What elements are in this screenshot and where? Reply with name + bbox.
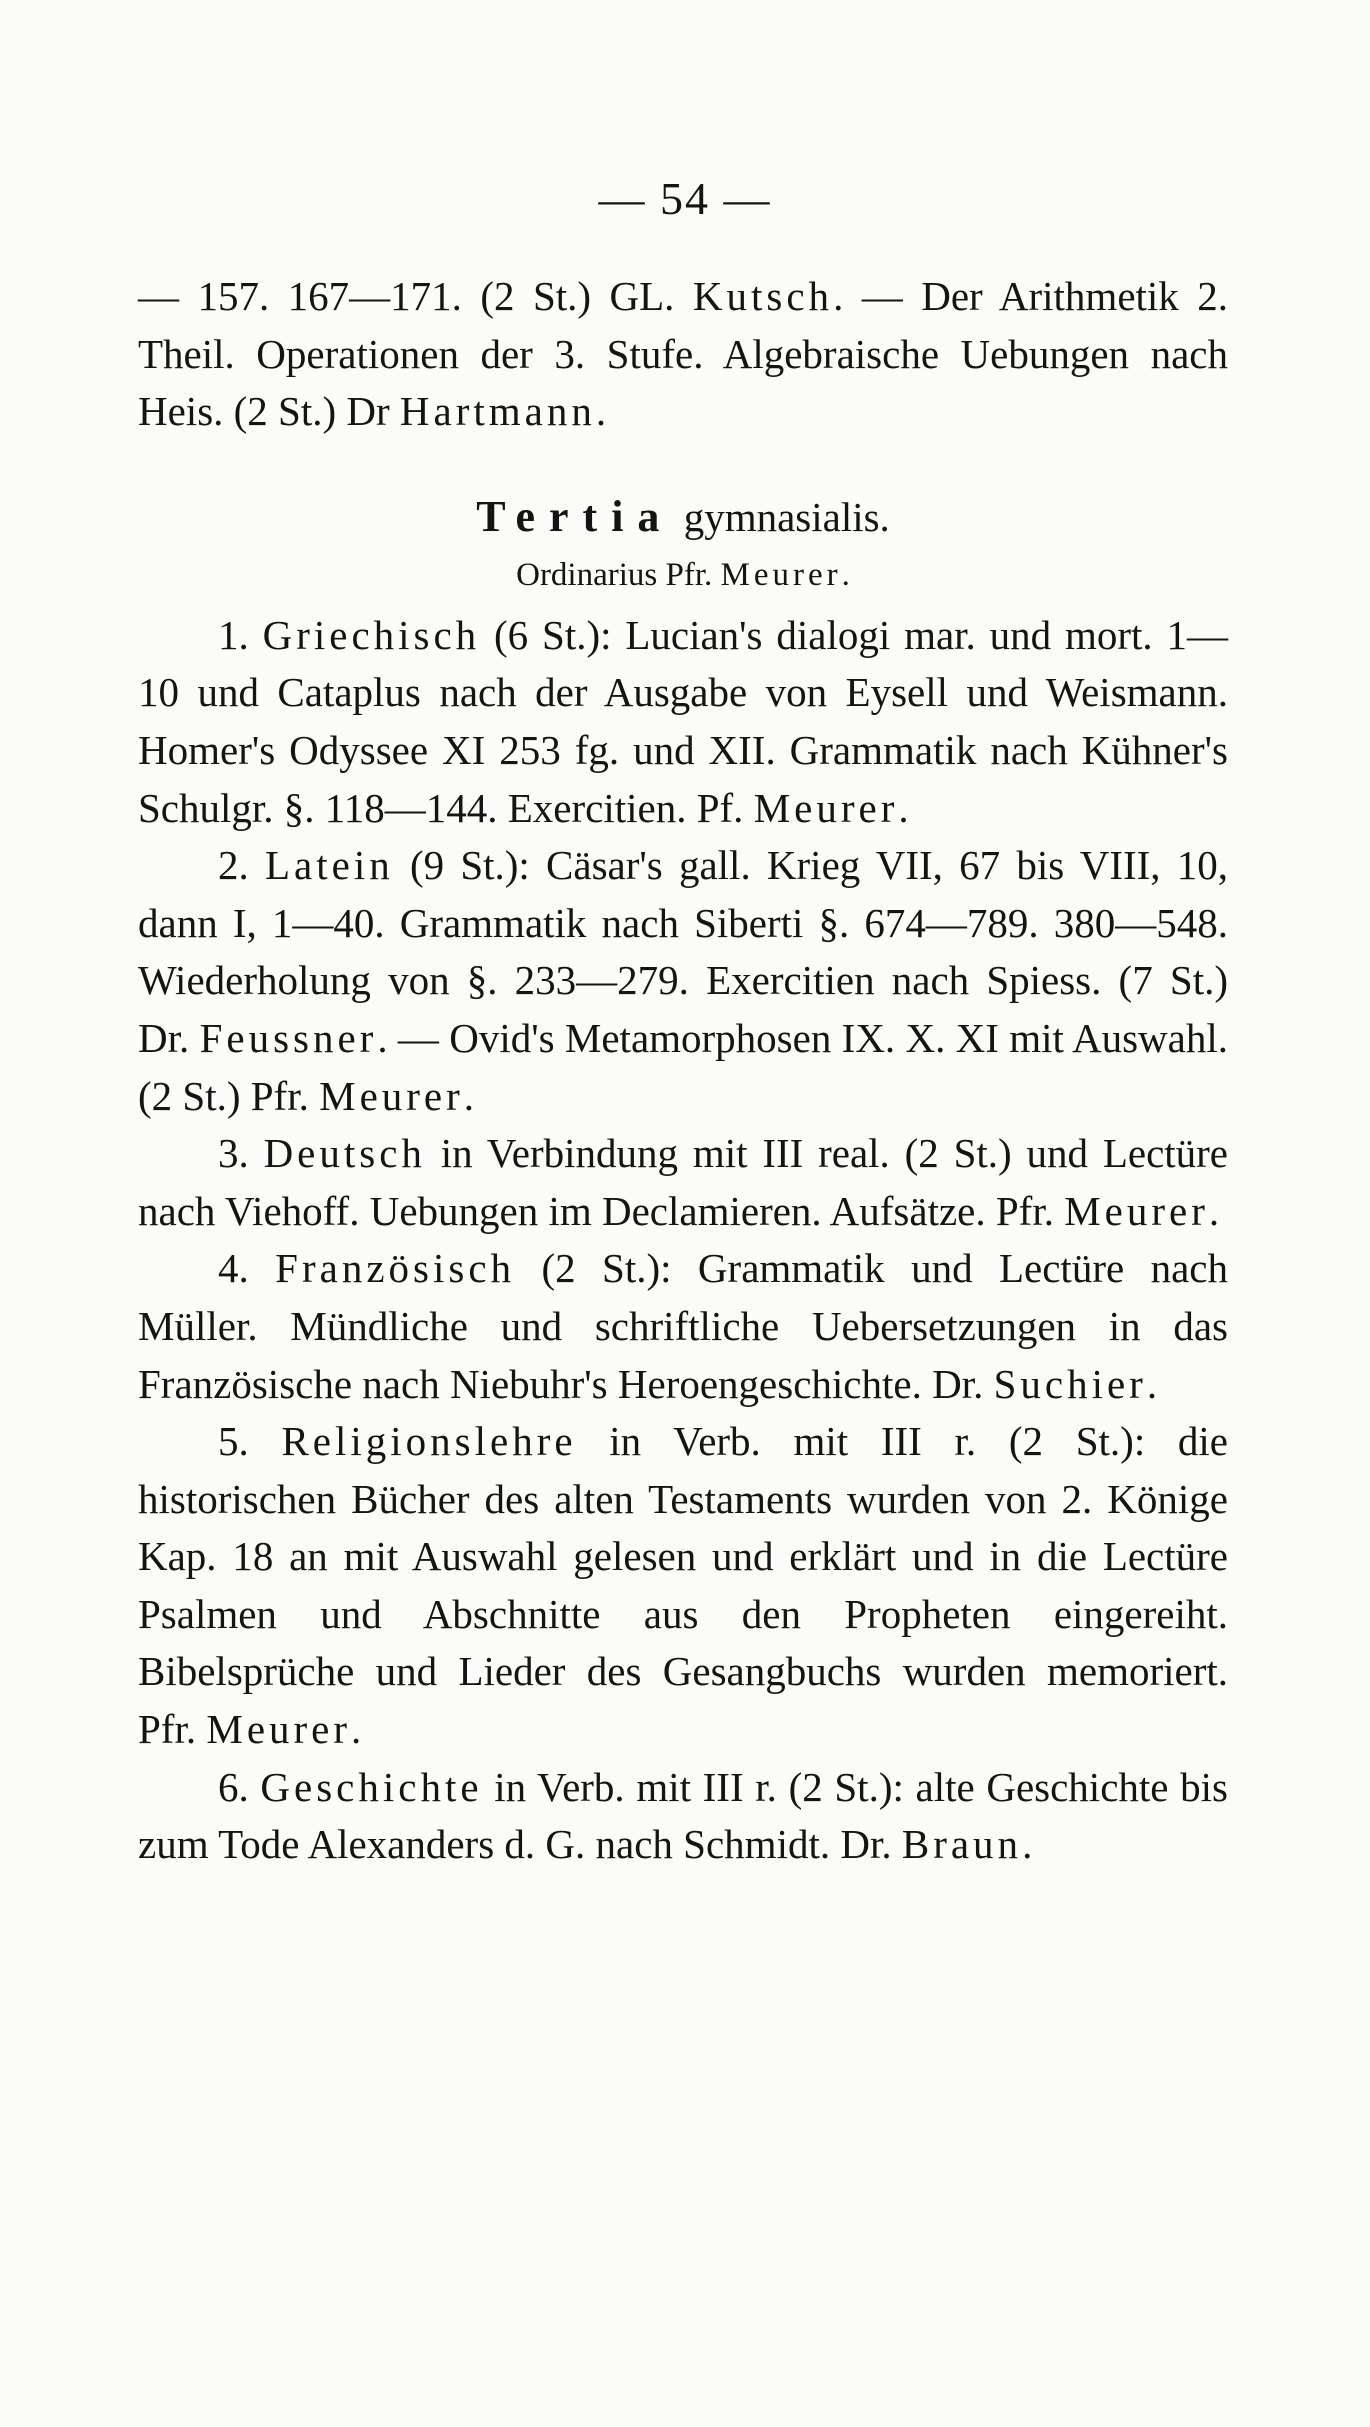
- text-run: in Verb. mit III r. (2 St.): die historischen Bücher des alten Testaments wurden von 2. Könige Kap. 18 an mit Auswahl gelesen und erklärt und in die Lectüre Psalmen und Abschnitte aus den Propheten eingereiht. Bibelsprüche und Lieder des Gesangbuchs wurden memoriert. Pfr.: [138, 1418, 1228, 1753]
- subject-paragraph-latin: [138, 837, 1228, 1125]
- text-run: .: [898, 784, 909, 831]
- item-number: 6.: [218, 1763, 261, 1810]
- teacher-name: Feussner: [199, 1014, 378, 1061]
- text-run: (6 St.): Lucian's dialogi mar. und mort. 1—10 und Cataplus nach der Ausgabe von Eysell und Weismann. Homer's Odyssee XI 253 fg. und XII. Grammatik nach Kühner's Schulgr. §. 118—144. Exercitien. Pf.: [138, 611, 1228, 831]
- text-body: [138, 268, 1228, 1874]
- item-number: 1.: [218, 611, 263, 658]
- intro-paragraph: [138, 268, 1228, 441]
- text-run: .: [1022, 1821, 1033, 1868]
- teacher-name: Suchier: [993, 1360, 1147, 1407]
- item-number: 3.: [218, 1130, 264, 1177]
- class-title: Tertia: [476, 491, 674, 541]
- subject-paragraph-religion: [138, 1413, 1228, 1759]
- subject-name: Griechisch: [262, 611, 481, 658]
- text-run: .: [463, 1072, 475, 1119]
- teacher-name: Kutsch: [692, 273, 834, 319]
- subject-name: Geschichte: [260, 1763, 483, 1810]
- teacher-name: Hartmann: [399, 388, 596, 435]
- text-run: (9 St.): Cäsar's gall. Krieg VII, 67 bis VIII, 10, dann I, 1—40. Grammatik nach Siberti §. 674—789. 380—548. Wiederholung von §. 233—279. Exercitien nach Spiess. (7 St.) Dr.: [138, 842, 1229, 1061]
- page-number: — 54 —: [598, 173, 772, 224]
- class-subtitle: gymnasialis.: [673, 493, 890, 540]
- text-run: .: [595, 388, 607, 435]
- item-number: 2.: [218, 842, 265, 889]
- text-run: Ordinarius Pfr.: [516, 556, 721, 593]
- text-run: .: [351, 1706, 362, 1753]
- text-run: .: [841, 556, 850, 593]
- subject-paragraph-greek: [138, 607, 1228, 837]
- subject-paragraph-french: [138, 1240, 1228, 1413]
- subject-paragraph-history: [138, 1759, 1228, 1874]
- text-run: in Verb. mit III r. (2 St.): alte Geschichte bis zum Tode Alexanders d. G. nach Schmidt. Dr.: [138, 1763, 1228, 1868]
- subject-name: Latein: [264, 842, 394, 889]
- teacher-name: Meurer: [720, 556, 842, 593]
- text-run: . — Ovid's Metamorphosen IX. X. XI mit Auswahl. (2 St.) Pfr.: [138, 1014, 1229, 1119]
- text-run: .: [1146, 1360, 1158, 1407]
- subject-paragraph-german: [138, 1125, 1228, 1240]
- teacher-name: Meurer: [319, 1072, 464, 1119]
- item-number: 5.: [218, 1418, 282, 1465]
- subject-name: Deutsch: [263, 1130, 426, 1177]
- teacher-name: Meurer: [206, 1706, 352, 1753]
- teacher-name: Braun: [901, 1821, 1023, 1868]
- item-number: 4.: [218, 1245, 276, 1292]
- section-heading: [138, 487, 1228, 547]
- subject-name: Religionslehre: [281, 1418, 577, 1465]
- text-run: (2 St.): Grammatik und Lectüre nach Müller. Mündliche und schriftliche Uebersetzungen in das Französische nach Niebuhr's Heroengeschichte. Dr.: [138, 1245, 1228, 1407]
- text-run: .: [1208, 1187, 1220, 1234]
- ordinarius-line: [138, 547, 1228, 603]
- subject-name: Französisch: [275, 1245, 516, 1292]
- teacher-name: Meurer: [1064, 1187, 1209, 1234]
- teacher-name: Meurer: [753, 784, 899, 831]
- text-run: in Verbindung mit III real. (2 St.) und Lectüre nach Viehoff. Uebungen im Declamieren. Aufsätze. Pfr.: [138, 1130, 1229, 1234]
- text-run: — 157. 167—171. (2 St.) GL.: [138, 273, 693, 319]
- text-run: . — Der Arithmetik 2. Theil. Operationen der 3. Stufe. Algebraische Uebungen nach Heis. (2 St.) Dr: [138, 273, 1229, 435]
